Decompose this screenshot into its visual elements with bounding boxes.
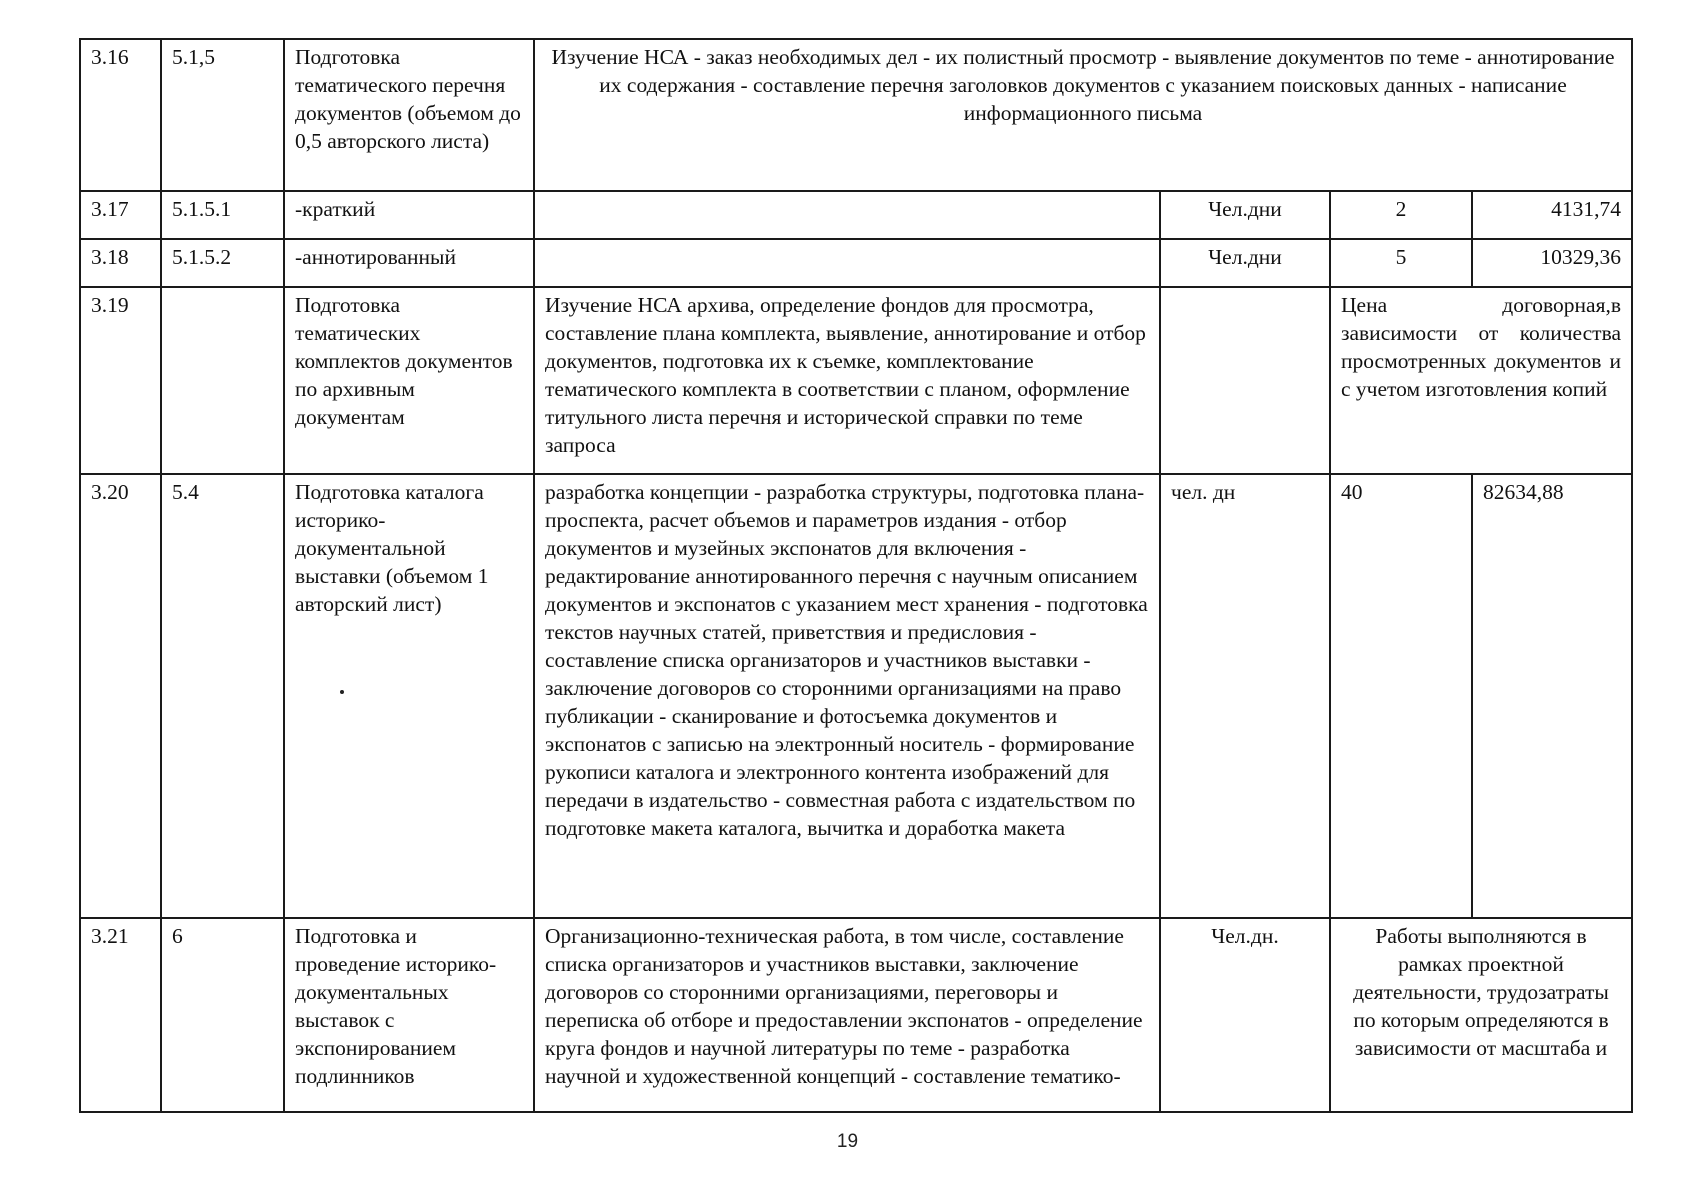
row-quantity: 5 (1330, 239, 1472, 287)
row-unit: Чел.дни (1160, 239, 1330, 287)
table-row (80, 287, 1632, 474)
row-number: 3.16 (80, 39, 161, 191)
row-description (534, 239, 1160, 287)
table-row (80, 474, 1632, 918)
row-quantity: 40 (1330, 474, 1472, 918)
row-price: 4131,74 (1472, 191, 1632, 239)
row-description (534, 191, 1160, 239)
row-code: 5.4 (161, 474, 284, 918)
row-quantity: 2 (1330, 191, 1472, 239)
row-price: 82634,88 (1472, 474, 1632, 918)
row-description: Изучение НСА - заказ необходимых дел - их полистный просмотр - выявление документов по теме - аннотирование их содержания - составление перечня заголовков документов с указанием поисковых данных - написание информационного письма (534, 39, 1632, 191)
page-number: 19 (836, 1131, 859, 1152)
row-unit (1160, 287, 1330, 474)
row-unit: Чел.дни (1160, 191, 1330, 239)
table-row (80, 239, 1632, 287)
row-code: 5.1.5.2 (161, 239, 284, 287)
price-list-table (79, 38, 1633, 1113)
row-name: Подготовка тематических комплектов документов по архивным документам (284, 287, 534, 474)
row-name: Подготовка и проведение историко-документальных выставок с экспонированием подлинников (284, 918, 534, 1112)
table-row (80, 191, 1632, 239)
row-code: 5.1.5.1 (161, 191, 284, 239)
row-price-note: Работы выполняются в рамках проектной деятельности, трудозатраты по которым определяются в зависимости от масштаба и (1330, 918, 1632, 1112)
row-name: -аннотированный (284, 239, 534, 287)
table-row (80, 39, 1632, 191)
row-code (161, 287, 284, 474)
row-number: 3.17 (80, 191, 161, 239)
row-number: 3.21 (80, 918, 161, 1112)
row-description: Организационно-техническая работа, в том числе, составление списка организаторов и участников выставки, заключение договоров со сторонними организациями, переговоры и переписка об отборе и предоставлении экспонатов - определение круга фондов и научной литературы по теме - разработка научной и художественной концепций - составление тематико- (534, 918, 1160, 1112)
row-description: Изучение НСА архива, определение фондов для просмотра, составление плана комплекта, выявление, аннотирование и отбор документов, подготовка их к съемке, комплектование тематического комплекта в соответствии с планом, оформление титульного листа перечня и исторической справки по теме запроса (534, 287, 1160, 474)
row-unit: чел. дн (1160, 474, 1330, 918)
row-code: 5.1,5 (161, 39, 284, 191)
row-name: Подготовка тематического перечня документов (объемом до 0,5 авторского листа) (284, 39, 534, 191)
row-name: Подготовка каталога историко-документальной выставки (объемом 1 авторский лист) (284, 474, 534, 918)
row-number: 3.20 (80, 474, 161, 918)
row-name: -краткий (284, 191, 534, 239)
row-price: 10329,36 (1472, 239, 1632, 287)
row-number: 3.19 (80, 287, 161, 474)
row-number: 3.18 (80, 239, 161, 287)
scan-speck (340, 690, 344, 694)
row-description: разработка концепции - разработка структуры, подготовка плана-проспекта, расчет объемов и параметров издания - отбор документов и музейных экспонатов для включения - редактирование аннотированного перечня с научным описанием документов и экспонатов с указанием мест хранения - подготовка текстов научных статей, приветствия и предисловия - составление списка организаторов и участников выставки - заключение договоров со сторонними организациями на право публикации - сканирование и фотосъемка документов и экспонатов с записью на электронный носитель - формирование рукописи каталога и электронного контента изображений для передачи в издательство - совместная работа с издательством по подготовке макета каталога, вычитка и доработка макета (534, 474, 1160, 918)
row-code: 6 (161, 918, 284, 1112)
table-row (80, 918, 1632, 1112)
row-price-note: Цена договорная,в зависимости от количества просмотренных документов и с учетом изготовления копий (1330, 287, 1632, 474)
row-unit: Чел.дн. (1160, 918, 1330, 1112)
